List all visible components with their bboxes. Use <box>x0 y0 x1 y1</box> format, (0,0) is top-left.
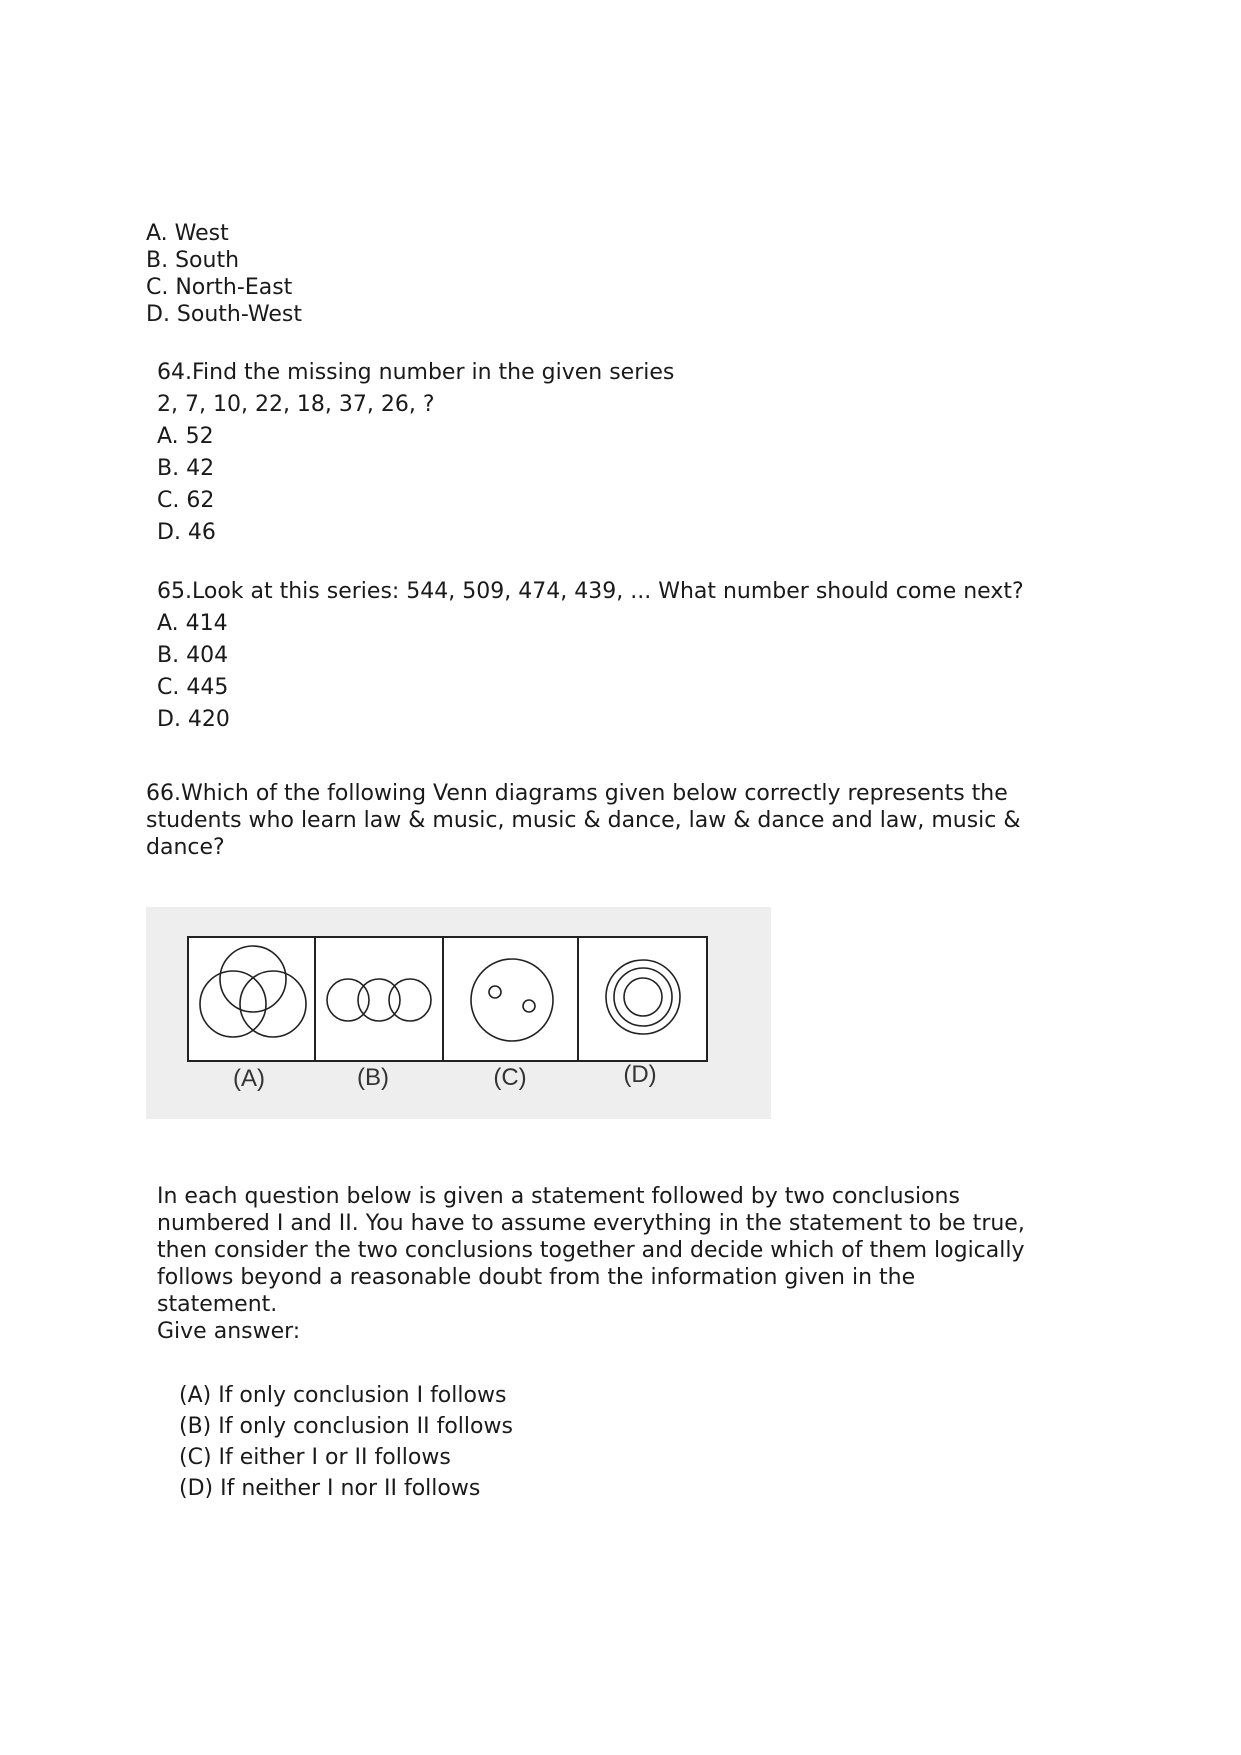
figure-label-b: (B) <box>357 1064 389 1091</box>
q63-option-d: D. South-West <box>146 302 302 327</box>
q63-options <box>146 220 302 328</box>
q64-option-b: B. 42 <box>157 456 215 481</box>
q65-option-d: D. 420 <box>157 707 230 732</box>
q63-option-c: C. North-East <box>146 275 293 300</box>
q64-option-a: A. 52 <box>157 424 214 449</box>
venn-diagram-figure <box>146 907 771 1119</box>
q65-option-a: A. 414 <box>157 611 228 636</box>
answer-choices <box>179 1380 513 1504</box>
q64-series: 2, 7, 10, 22, 18, 37, 26, ? <box>157 392 435 417</box>
answer-choice-d: (D) If neither I nor II follows <box>179 1476 481 1501</box>
answer-choice-b: (B) If only conclusion II follows <box>179 1414 513 1439</box>
q63-option-b: B. South <box>146 248 240 273</box>
answer-choice-c: (C) If either I or II follows <box>179 1445 451 1470</box>
q65-option-b: B. 404 <box>157 643 229 668</box>
give-answer-label: Give answer: <box>157 1319 301 1344</box>
q64-option-c: C. 62 <box>157 488 215 513</box>
figure-label-c: (C) <box>493 1064 527 1091</box>
q65-text: 65.Look at this series: 544, 509, 474, 439, ... What number should come next? <box>157 579 1024 604</box>
q63-option-a: A. West <box>146 221 229 246</box>
question-65 <box>157 576 1024 736</box>
q65-option-c: C. 445 <box>157 675 229 700</box>
q64-option-d: D. 46 <box>157 520 216 545</box>
answer-choice-a: (A) If only conclusion I follows <box>179 1383 507 1408</box>
venn-diagrams <box>146 907 771 1119</box>
question-64 <box>157 357 674 549</box>
q66-text: 66.Which of the following Venn diagrams given below correctly represents the students who learn law & music, music & dance, law & dance and law, music & dance? <box>146 781 1021 860</box>
figure-label-d: (D) <box>623 1061 657 1088</box>
figure-label-a: (A) <box>233 1065 265 1092</box>
q64-text: 64.Find the missing number in the given series <box>157 360 675 385</box>
instructions-text: In each question below is given a statement followed by two conclusions numbered I and II. You have to assume everything in the statement to be true, then consider the two conclusions together and decide which of them logically follows beyond a reasonable doubt from the information given in the statement. <box>157 1184 1025 1317</box>
